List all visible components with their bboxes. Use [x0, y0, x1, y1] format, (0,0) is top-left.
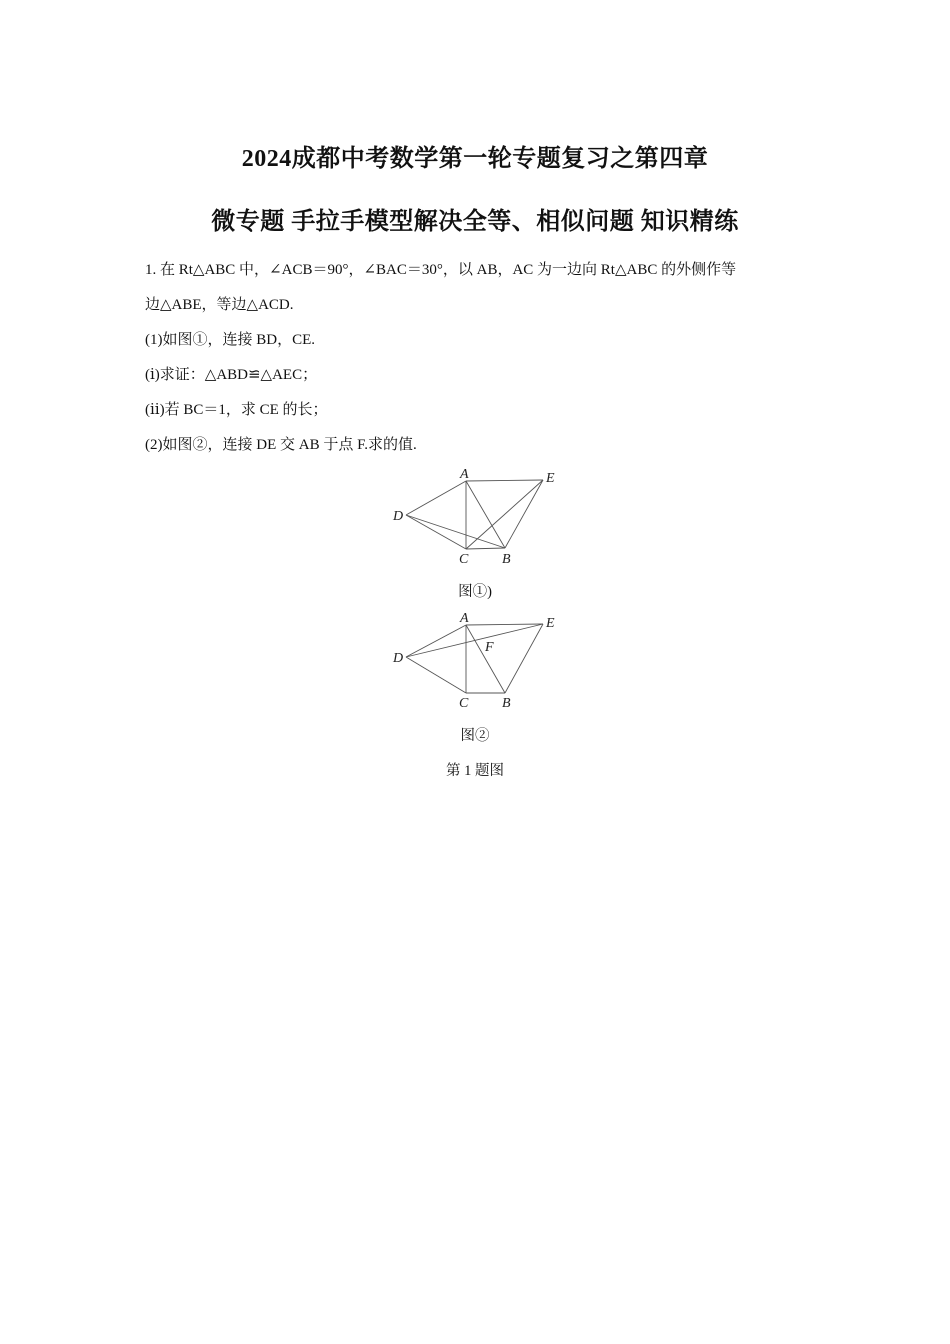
geometry-figure-2 [385, 605, 565, 715]
vertex-label-c: C [459, 696, 469, 711]
vertex-label-b: B [502, 696, 511, 711]
problem-statement-line-1: 1. 在 Rt△ABC 中，∠ACB＝90°，∠BAC＝30°，以 AB，AC 为一边向 Rt△ABC 的外侧作等 [145, 262, 737, 278]
vertex-label-b: B [502, 552, 511, 567]
problem-part-1: (1)如图①，连接 BD，CE. [145, 332, 315, 348]
geometry-figure-1 [385, 460, 565, 570]
vertex-label-d: D [393, 509, 404, 524]
figure-1-diagram [385, 460, 565, 570]
vertex-label-d: D [393, 651, 404, 666]
problem-part-1-ii: (ⅱ)若 BC＝1，求 CE 的长； [145, 402, 328, 418]
vertex-label-a: A [460, 611, 469, 626]
vertex-label-c: C [459, 552, 469, 567]
problem-part-2: (2)如图②，连接 DE 交 AB 于点 F.求的值. [145, 437, 417, 453]
figure-group-caption: 第 1 题图 [446, 763, 504, 779]
problem-part-1-i: (ⅰ)求证：△ABD≌△AEC； [145, 367, 318, 383]
document-title: 2024成都中考数学第一轮专题复习之第四章 [241, 146, 709, 172]
figure-1-caption: 图①) [458, 584, 492, 600]
figure-2-diagram [385, 605, 565, 715]
document-subtitle: 微专题 手拉手模型解决全等、相似问题 知识精练 [211, 209, 739, 235]
point-label-f: F [485, 640, 494, 655]
vertex-label-e: E [546, 471, 555, 486]
vertex-label-e: E [546, 616, 555, 631]
problem-statement-line-2: 边△ABE，等边△ACD. [145, 297, 294, 313]
vertex-label-a: A [460, 467, 469, 482]
figure-2-caption: 图② [460, 728, 490, 744]
